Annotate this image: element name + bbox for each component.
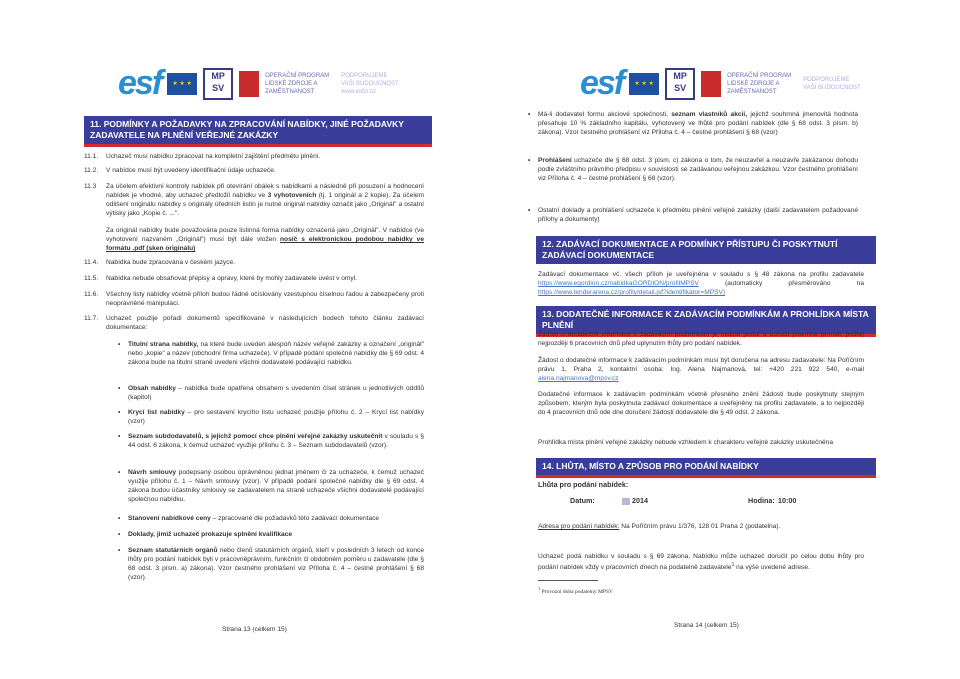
prague-logo-icon: [701, 71, 721, 97]
para-11-7: Uchazeč použije pořadí dokumentů specifikované v následujících bodech tohoto článku zadávací dokumentace:: [106, 315, 424, 331]
footnote-divider: [538, 580, 598, 581]
section-13-para-1: Žádost o dodatečné informace k zadávacím podmínkám je možno podat a doručit písemně (e-mail, pošta) nejpozději 6 pracovních dnů před uplynutím lhůty pro podání nabídek.: [538, 331, 864, 347]
section-11-heading: 11. PODMÍNKY A POŽADAVKY NA ZPRACOVÁNÍ NABÍDKY, JINÉ POŽADAVKY ZADAVATELE NA PLNĚNÍ VEŘEJNÉ ZAKÁZKY: [84, 116, 432, 147]
list-item: • Titulní strana nabídky, na které bude uveden alespoň název veřejné zakázky a označení „originál" nebo „kopie" a název (obchodní firma uchazeče). V případě podání společné nabídky dle § 69 odst. 4 zákona bude na titulní straně uvedeni všichni dodavatelé podávající nabídku.: [128, 340, 424, 367]
section-13-heading: 13. DODATEČNÉ INFORMACE K ZADÁVACÍM PODMÍNKÁM A PROHLÍDKA MÍSTA PLNĚNÍ: [536, 306, 876, 337]
list-item: • Seznam statutárních orgánů nebo členů statutárních orgánů, kteří v posledních 3 letech od konce lhůty pro podání nabídek byli v pracovněprávním, funkčním či obdobném poměru u zadavatele (dle § 68 odst. 3 písm. a) zákona). Vzor čestného prohlášení viz Příloha č. 4 – čestné prohlášení § 68 (vzor).: [128, 546, 424, 582]
para-11-7-num: 11.7.: [84, 315, 99, 322]
header-logos: [118, 64, 401, 103]
eu-flag-icon: ★ ★ ★: [167, 73, 197, 95]
para-11-6: Všechny listy nabídky včetně příloh budou řádně očíslovány vzestupnou číselnou řadou a zabezpečeny proti neoprávněné manipulaci.: [106, 291, 424, 307]
section-13-para-2: Žádost o dodatečné informace k zadávacím podmínkám musí být doručena na adresu zadavatele: Na Poříčním právu 1, Praha 2, kontaktní osoba: Ing. Alena Najmanová, tel: +420 221 922 540, e-mail alena.najmanova@mpsv.cz: [538, 357, 864, 382]
page-right: [480, 0, 960, 679]
address-label: Adresa pro podání nabídek:: [538, 523, 620, 530]
datum-label: Datum:: [570, 496, 595, 505]
page-number-right: Strana 14 (celkem 15): [674, 622, 739, 629]
list-item: • Obsah nabídky – nabídka bude opatřena obsahem s uvedením čísel stránek u jednotlivých oddílů (kapitol): [128, 384, 424, 402]
para-11-3-original: Za originál nabídky bude považována pouze listinná forma nabídky označená jako „Originál". V nabídce (ve vyhotovení nazvaném „Originál") musí být dále vložen nosič s elektronickou podobou nabídky ve formátu .pdf (sken originálu): [106, 227, 424, 252]
para-11-2: 11.2. V nabídce musí být uvedeny identifikační údaje uchazeče.: [84, 167, 276, 174]
op-slogan-text: PODPORUJEME VAŠI BUDOUCNOST: [803, 76, 861, 91]
section-12-text: Zadávací dokumentace vč. všech příloh je uveřejněna v souladu s § 48 zákona na profilu zadavatele https://www.egordion.cz/nabidkaGORDION/profilMPSV (automaticky přesměrováno na https://www.tenderarena.cz/profily/detail.jsf?identifikator=MPSV): [538, 271, 864, 296]
list-item: • Ostatní doklady a prohlášení uchazeče k předmětu plnění veřejné zakázky (další zadavatelem požadované přílohy a dokumenty): [538, 206, 858, 224]
page-number-left: Strana 13 (celkem 15): [222, 626, 287, 633]
mpsv-logo: MP SV: [665, 68, 695, 100]
tenderarena-link[interactable]: https://www.tenderarena.cz/profily/detail.jsf?identifikator=MPSV): [538, 289, 726, 296]
list-item: • Návrh smlouvy podepsaný osobou oprávněnou jednat jménem či za uchazeče, k čemuž uchazeč využije přílohu č. 1 – Návrh smlouvy (vzor). V případě podání společné nabídky dle § 69 odst. 4 zákona budou účastníky smlouvy se zadavatelem na straně uchazeče všichni dodavatelé podávající společnou nabídku.: [128, 468, 424, 504]
email-link[interactable]: alena.najmanova@mpsv.cz: [538, 375, 619, 382]
eu-flag-icon: ★ ★ ★: [629, 73, 659, 95]
para-11-3: Za účelem efektivní kontroly nabídek při otevírání obálek s nabídkami a následně při posuzení a hodnocení nabídek je vhodné, aby uchazeč předložil nabídku ve 3 vyhotoveních (tj. 1 originál a 2 kopie). Za účelem odlišení originálu nabídky s originály úředních listin je nutné originál nabídky označit jako „Originál" a ostatní výtisky jako „Kopie č. ...".: [106, 183, 425, 217]
list-item: • Stanovení nabídkové ceny – zpracované dle požadavků této zadávací dokumentace: [128, 514, 424, 523]
esf-logo: esf: [118, 64, 162, 102]
list-item: • Má-li dodavatel formu akciové společnosti, seznam vlastníků akcií, jejichž souhrnná jmenovitá hodnota přesahuje 10 % základního kapitálu, vyhotovený ve lhůtě pro podání nabídek (dle § 68 odst. 3 písm. b) zákona). Vzor čestného prohlášení viz Příloha č. 4 – čestné prohlášení § 68 (vzor): [538, 110, 858, 137]
section-14-para: Uchazeč podá nabídku v souladu s § 69 zákona. Nabídku může uchazeč doručit po celou dobu lhůty pro podání nabídek vždy v pracovních dnech na podatelně zadavatele$^1$ na výše uvedené adrese.: [538, 553, 864, 572]
deadline-title: Lhůta pro podání nabídek:: [538, 480, 629, 489]
mpsv-logo: MP SV: [203, 68, 233, 100]
op-program-text: OPERAČNÍ PROGRAM LIDSKÉ ZDROJE A ZAMĚSTNANOST: [265, 72, 330, 95]
prague-logo-icon: [239, 71, 259, 97]
para-11-1: 11.1. Uchazeč musí nabídku zpracovat na kompletní zajištění předmětu plnění.: [84, 153, 321, 160]
list-item: • Prohlášení uchazeče dle § 68 odst. 3 písm. c) zákona o tom, že neuzavřel a neuzavře zakázanou dohodu podle zvláštního právního předpisu v souvislosti se zadávanou veřejnou zakázkou. Vzor čestného prohlášení viz Příloha č. 4 – čestné prohlášení § 68 (vzor).: [538, 156, 858, 183]
redacted-mark: [622, 498, 630, 505]
header-logos: [580, 64, 863, 103]
op-program-text: OPERAČNÍ PROGRAM LIDSKÉ ZDROJE A ZAMĚSTNANOST: [727, 72, 792, 95]
list-item: • Krycí list nabídky – pro sestavení krycího listu uchazeč použije přílohu č. 2 – Krycí list nabídky (vzor): [128, 408, 424, 426]
para-11-6-num: 11.6.: [84, 291, 99, 298]
section-13-para-3: Dodatečné informace k zadávacím podmínkám včetně přesného znění žádosti bude poskytnuty stejným způsobem, kterým byla poskytnuta zadávací dokumentace a uveřejněny na profilu zadavatele, a to nejpozději do 4 pracovních dnů ode dne doručení žádosti dodavatele dle § 49 odst. 2 zákona.: [538, 391, 864, 416]
profile-link[interactable]: https://www.egordion.cz/nabidkaGORDION/profilMPSV: [538, 280, 699, 287]
footnote: $^1$ Provozní doba podatelny MPSV: [538, 586, 614, 595]
esf-logo: esf: [580, 64, 624, 102]
hodina-label: Hodina:: [748, 496, 775, 505]
section-12-heading: 12. ZADÁVACÍ DOKUMENTACE A PODMÍNKY PŘÍSTUPU ČI POSKYTNUTÍ ZADÁVACÍ DOKUMENTACE: [536, 236, 876, 264]
para-11-4: 11.4. Nabídka bude zpracována v českém jazyce.: [84, 259, 236, 266]
para-11-5: 11.5. Nabídka nebude obsahovat přepisy a opravy, které by mohly zadavatele uvést v omyl.: [84, 275, 357, 282]
list-item: • Seznam subdodavatelů, s jejichž pomocí chce plnění veřejné zakázky uskutečnit v souladu s § 44 odst. 6 zákona, k čemuž uchazeč využije přílohu č. 3 – Seznam subdodavatelů (vzor).: [128, 432, 424, 450]
hodina-value: 10:00: [778, 496, 797, 505]
datum-value: 2014: [622, 496, 648, 505]
address-line: Adresa pro podání nabídek: Na Poříčním právu 1/376, 128 01 Praha 2 (podatelna).: [538, 523, 781, 530]
para-11-3-num: 11.3: [84, 183, 97, 190]
list-item: • Doklady, jimiž uchazeč prokazuje splnění kvalifikace: [128, 530, 424, 539]
op-slogan-text: PODPORUJEME VAŠI BUDOUCNOST www.esfcr.cz: [341, 72, 399, 95]
section-13-para-4: Prohlídka místa plnění veřejné zakázky nebude vzhledem k charakteru veřejné zakázky uskutečněna: [538, 439, 834, 446]
section-14-heading: 14. LHŮTA, MÍSTO A ZPŮSOB PRO PODÁNÍ NABÍDKY: [536, 458, 876, 478]
